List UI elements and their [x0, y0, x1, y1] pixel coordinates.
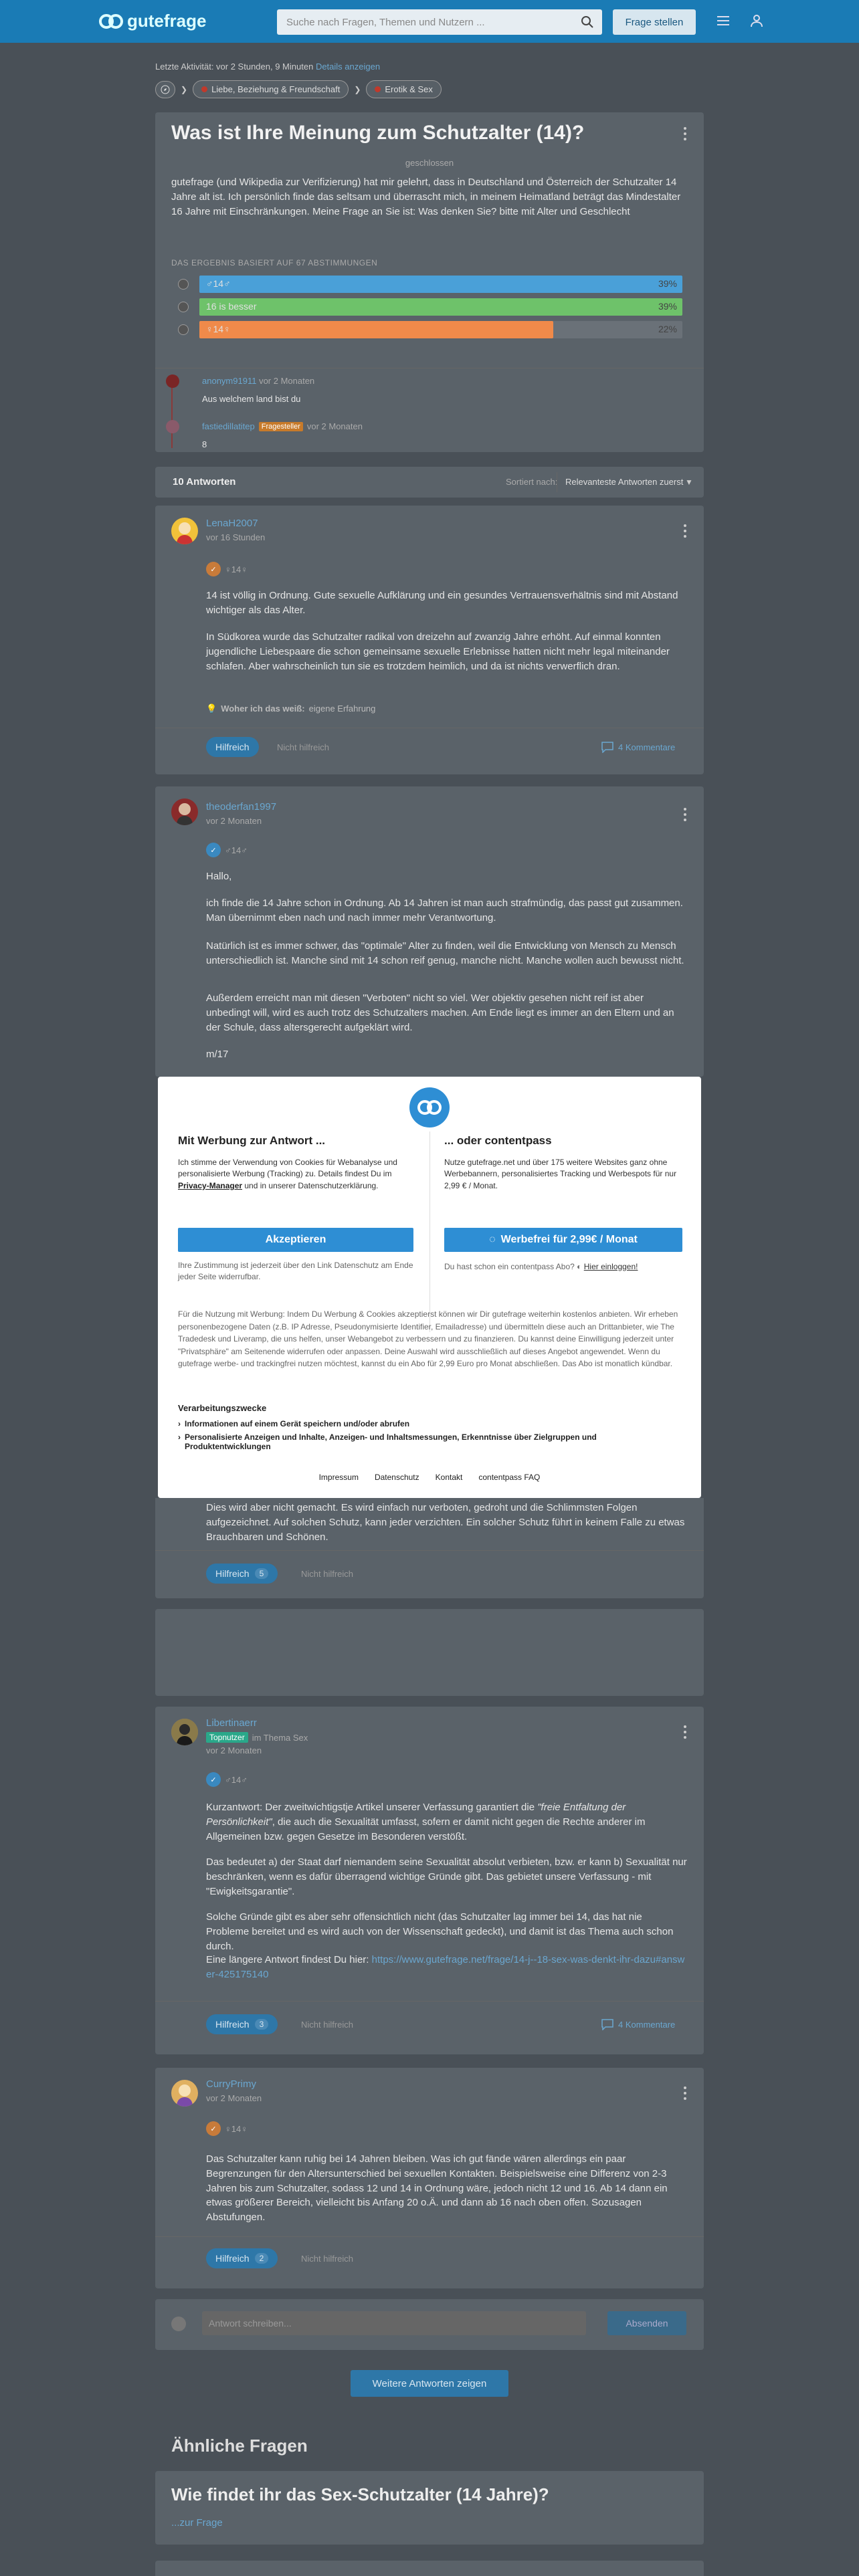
- radio-button[interactable]: [178, 324, 189, 335]
- answer-paragraph: Natürlich ist es immer schwer, das "optimale" Alter zu finden, weil die Entwicklung von Mensch zu Mensch unterschiedlich ist. Manche sind mit 14 schon reif genug, manche nicht. Manche wollen auch bewusst nicht.: [206, 940, 684, 966]
- answer-paragraph: ich finde die 14 Jahre schon in Ordnung. Ab 14 Jahren ist man auch strafmündig, das passt gut zusammen. Man übernimmt eben nach und nach immer mehr Verantwortung.: [206, 897, 683, 924]
- ads-option-title: Mit Werbung zur Antwort ...: [178, 1134, 326, 1147]
- datenschutz-link[interactable]: Datenschutz: [374, 1473, 419, 1482]
- poll-option[interactable]: [178, 298, 682, 316]
- more-options-icon[interactable]: [684, 1725, 686, 1741]
- answer-paragraph: Das Schutzalter kann ruhig bei 14 Jahren bleiben. Was ich gut fände wären allerdings ein paar Begrenzungen für den Altersunterschied bei sexuellen Kontakten. Beispielsweise eine Differenz von 2-3 Jahren bis zum Schutzalter, sodass 12 und 14 in Ordnung wäre, jedoch nicht 12 und 16. Ab 14 dann ein etwas größerer Bereich, vielleicht bis Anfang 20 o.Ä. und dann ab 16 nach oben offen. Sozusagen Abstufungen.: [206, 2153, 668, 2223]
- divider: [155, 2001, 704, 2002]
- more-options-icon[interactable]: [684, 808, 686, 824]
- radio-button[interactable]: [178, 302, 189, 312]
- more-answers-button[interactable]: Weitere Antworten zeigen: [351, 2370, 508, 2397]
- poll-option[interactable]: [178, 321, 682, 338]
- check-icon: ✓: [206, 1772, 221, 1787]
- question-title: Was ist Ihre Meinung zum Schutzalter (14)?: [171, 122, 585, 144]
- ask-question-button[interactable]: Frage stellen: [613, 9, 696, 35]
- helpful-label: Hilfreich: [215, 2253, 250, 2264]
- poll-choice-badge: [206, 1772, 248, 1787]
- avatar-illustration-icon: [171, 2080, 198, 2107]
- divider: [155, 2236, 704, 2237]
- purpose-label: Personalisierte Anzeigen und Inhalte, Anzeigen- und Inhaltsmessungen, Erkenntnisse über Zielgruppen und Produktentwicklungen: [185, 1432, 597, 1451]
- answer-time: vor 2 Monaten: [206, 816, 262, 826]
- poll-option-label: 16 is besser: [206, 301, 257, 312]
- compass-icon: [161, 85, 170, 94]
- answer-author[interactable]: Libertinaerr: [206, 1717, 257, 1729]
- answer-author[interactable]: CurryPrimy: [206, 2078, 256, 2090]
- question-body: gutefrage (und Wikipedia zur Verifizierung) hat mir gelehrt, dass in Deutschland und Österreich der Schutzalter 14 Jahre alt ist. Ich persönlich finde das seltsam und überrascht mich, in meinem Heimatland beträgt das Mindestalter 16 Jahre mit Einschränkungen. Meine Frage an Sie ist: Was denken Sie? bitte mit Alter und Geschlecht: [171, 177, 681, 217]
- question-card: [155, 112, 704, 452]
- check-icon: ✓: [206, 2121, 221, 2136]
- comment-time: vor 2 Monaten: [306, 421, 363, 431]
- chevron-down-icon[interactable]: ▼: [685, 477, 693, 487]
- comments-label: 4 Kommentare: [618, 2019, 676, 2030]
- consent-long-text: Für die Nutzung mit Werbung: Indem Du Werbung & Cookies akzeptierst können wir Dir gutefrage weiterhin kostenlos anbieten. Wir erheben personenbezogene Daten (z.B. IP Adresse, Pseudonymisierte Identifier, Emailadresse) und übermitteln diese auch an Drittanbieter, wie The Tradedesk und Liveramp, die uns helfen, unser Webangebot zu verbessern und zu finanzieren. Du kannst deine Einwilligung jederzeit unter "Privatsphäre" am Seitenende widerrufen oder anpassen. Deine Auswahl wird ausschließlich auf dieses Angebot angewendet. Wenn du gutefrage werbe- und trackingfrei nutzen möchtest, kannst du ein Abo für 2,99 Euro pro Monat abschließen. Das Abo ist monatlich kündbar.: [178, 1309, 678, 1369]
- poll-choice-label: ♀14♀: [225, 2123, 248, 2134]
- avatar[interactable]: [171, 798, 198, 825]
- comments-link[interactable]: [601, 741, 675, 753]
- helpful-count: 2: [255, 2253, 269, 2264]
- login-link[interactable]: Hier einloggen!: [583, 1262, 638, 1271]
- gutefrage-logo-icon: [409, 1087, 450, 1128]
- modal-footer: [158, 1473, 701, 1482]
- poll-choice-label: ♂14♂: [225, 1774, 248, 1785]
- search-placeholder: Suche nach Fragen, Themen und Nutzern ...: [286, 16, 485, 28]
- answer-paragraph: [206, 1953, 688, 1982]
- activity-meta: [155, 62, 704, 72]
- breadcrumb-label: Liebe, Beziehung & Freundschaft: [211, 84, 341, 94]
- chevron-right-icon: ›: [178, 1432, 181, 1442]
- purposes-title: Verarbeitungszwecke: [178, 1403, 267, 1413]
- source-label: Woher ich das weiß:: [221, 704, 305, 714]
- poll-option-label: ♀14♀: [206, 324, 231, 334]
- avatar[interactable]: [166, 374, 179, 388]
- answer-text: , die auch die Sexualität umfasst, sofern er damit nicht gegen die Rechte anderer im Allgemeinen bzw. gegen Gesetze im Besonderen verstößt.: [206, 1816, 646, 1842]
- category-dot-icon: [201, 86, 207, 92]
- answer-text: Kurzantwort: Der zweitwichtigstje Artikel unserer Verfassung garantiert die: [206, 1802, 538, 1813]
- poll-percentage: 39%: [658, 301, 677, 312]
- helpful-label: Hilfreich: [215, 2019, 250, 2030]
- ad-placeholder: [155, 1609, 704, 1696]
- divider: [155, 1550, 704, 1551]
- similar-question-link[interactable]: ...zur Frage: [171, 2517, 223, 2529]
- not-helpful-button[interactable]: Nicht hilfreich: [301, 2254, 354, 2264]
- comments-link[interactable]: [601, 2018, 675, 2030]
- answer-paragraph: In Südkorea wurde das Schutzalter radikal von dreizehn auf zwanzig Jahre erhöht. Auf einmal konnten jugendliche Liebespaare die schon gemeinsame sexuelle Erlebnisse hatten nicht mehr legal miteinander schlafen. Aber wahrscheinlich tun sie es trotzdem heimlich, und da ist nichts verwerflich dran.: [206, 631, 670, 672]
- more-options-icon[interactable]: [684, 524, 686, 540]
- helpful-button[interactable]: [206, 737, 259, 757]
- avatar[interactable]: [171, 1719, 198, 1745]
- contentpass-title: ... oder contentpass: [444, 1134, 552, 1147]
- submit-button[interactable]: Absenden: [607, 2311, 686, 2335]
- similar-question-card[interactable]: [155, 2561, 704, 2576]
- avatar-photo-icon: [171, 1719, 198, 1745]
- source-value: eigene Erfahrung: [308, 704, 376, 714]
- similar-questions: [155, 2414, 704, 2576]
- answers-count: 10 Antworten: [173, 476, 236, 488]
- answer-source: [206, 704, 375, 714]
- comment-time: vor 2 Monaten: [259, 376, 315, 386]
- details-link[interactable]: Details anzeigen: [315, 62, 381, 72]
- topuser-badge: Topnutzer: [206, 1732, 248, 1743]
- consent-modal: [158, 1077, 701, 1498]
- similar-heading: Ähnliche Fragen: [171, 2436, 308, 2456]
- poll-choice-label: ♀14♀: [225, 564, 248, 574]
- purpose-label: Informationen auf einem Gerät speichern und/oder abrufen: [185, 1419, 410, 1428]
- last-activity: Letzte Aktivität: vor 2 Stunden, 9 Minuten: [155, 62, 314, 72]
- reply-input[interactable]: Antwort schreiben...: [202, 2311, 586, 2335]
- helpful-button[interactable]: [206, 2014, 278, 2034]
- privacy-manager-link[interactable]: Privacy-Manager: [178, 1180, 243, 1190]
- check-icon: ✓: [206, 843, 221, 857]
- answers-header: [155, 467, 704, 498]
- poll-option-label: ♂14♂: [206, 278, 231, 289]
- not-helpful-button[interactable]: Nicht hilfreich: [301, 1569, 354, 1579]
- purposes-list: [178, 1419, 681, 1455]
- answer-card: [155, 1707, 704, 2054]
- answer-text-emphasis: "freie Entfaltung der Persönlichkeit": [206, 1802, 626, 1828]
- poll-choice-badge: [206, 2121, 248, 2136]
- answer-card-continued: [155, 1498, 704, 1598]
- subscribe-button[interactable]: [444, 1228, 682, 1252]
- similar-question-title[interactable]: Wie findet ihr das Sex-Schutzalter (14 Jahre)?: [171, 2484, 549, 2504]
- chevron-right-icon: ❯: [181, 84, 188, 94]
- purpose-item[interactable]: [178, 1419, 681, 1428]
- contentpass-text: Nutze gutefrage.net und über 175 weitere Websites ganz ohne Werbebannern, personalisiertes Tracking und Werbespots für nur 2,99 € / Monat.: [444, 1158, 677, 1190]
- avatar[interactable]: [171, 518, 198, 544]
- comment-author[interactable]: anonym91911: [202, 376, 257, 386]
- have-pass-label: Du hast schon ein contentpass Abo?: [444, 1262, 575, 1271]
- sort-select[interactable]: Relevanteste Antworten zuerst: [557, 472, 701, 492]
- user-icon[interactable]: [749, 13, 764, 28]
- helpful-label: Hilfreich: [215, 1568, 250, 1579]
- poll-choice-badge: [206, 843, 248, 857]
- topuser-info: [206, 1732, 308, 1743]
- category-dot-icon: [375, 86, 381, 92]
- answer-time: vor 16 Stunden: [206, 532, 266, 542]
- speech-bubble-icon: [601, 2018, 614, 2030]
- answer-paragraph: Dies wird aber nicht gemacht. Es wird einfach nur verboten, gedroht und die Schlimmsten Folgen aufgezeichnet. Auf solchen Schutz, kann jeder verzichten. Ein solcher Schutz führt in keinem Falle zu etwas Brauchbaren und Schönen.: [206, 1502, 685, 1543]
- answer-card: [155, 2068, 704, 2288]
- answer-author[interactable]: LenaH2007: [206, 518, 258, 529]
- poll-percentage: 39%: [658, 278, 677, 289]
- answer-card: [155, 786, 704, 1077]
- have-pass-text: [444, 1261, 685, 1273]
- accept-button[interactable]: Akzeptieren: [178, 1228, 413, 1252]
- ads-option-text: [178, 1157, 413, 1192]
- answer-paragraph: Solche Gründe gibt es aber sehr offensichtlich nicht (das Schutzalter lag immer bei 14, das hat nie Probleme bereitet und es wird auch von der Wissenschaft gedeckt), und damit ist das Thema auch schon durch.: [206, 1911, 674, 1952]
- ads-text: Ich stimme der Verwendung von Cookies für Webanalyse und personalisierte Werbung (Tracking) zu. Details findest Du im: [178, 1158, 397, 1179]
- comment-item: [202, 376, 314, 386]
- poll-bar: [199, 276, 682, 293]
- faq-link[interactable]: contentpass FAQ: [478, 1473, 541, 1482]
- answer-text: Eine längere Antwort findest Du hier:: [206, 1954, 369, 1965]
- answer-paragraph: [206, 1800, 688, 1844]
- check-icon: ✓: [206, 562, 221, 576]
- comment-author[interactable]: fastiedillatitep: [202, 421, 255, 431]
- breadcrumb-item-erotik[interactable]: [366, 80, 442, 98]
- reply-box: [155, 2299, 704, 2350]
- breadcrumb: [155, 80, 704, 98]
- sort-label: Sortiert nach:: [506, 477, 558, 487]
- lightbulb-icon: 💡: [206, 704, 217, 714]
- avatar[interactable]: [166, 420, 179, 433]
- topuser-topic: im Thema Sex: [252, 1732, 308, 1743]
- helpful-button[interactable]: [206, 1564, 278, 1584]
- chevron-right-icon: ❯: [354, 84, 361, 94]
- answer-paragraph: Das bedeutet a) der Staat darf niemandem seine Sexualität absolut verbieten, bzw. er kann b) Sexualität nur beschränken, wenn es dafür überragend wichtige Gründe gibt. Das gebietet unsere Verfassung - mit "Ewigkeitsgarantie".: [206, 1856, 687, 1897]
- more-options-icon[interactable]: [684, 127, 686, 143]
- top-navigation-bar: [0, 0, 859, 43]
- poll-caption: DAS ERGEBNIS BASIERT AUF 67 ABSTIMMUNGEN: [171, 258, 378, 267]
- not-helpful-button[interactable]: Nicht hilfreich: [277, 742, 330, 752]
- answer-link[interactable]: https://www.gutefrage.net/frage/14-j--18-sex-was-denkt-ihr-dazu#answer-425175140: [206, 1954, 685, 1980]
- kontakt-link[interactable]: Kontakt: [435, 1473, 463, 1482]
- poll-choice-label: ♂14♂: [225, 845, 248, 855]
- poll-option[interactable]: [178, 276, 682, 293]
- answer-paragraph: Außerdem erreicht man mit diesen "Verboten" nicht so viel. Wer objektiv gesehen nicht reif ist aber unbedingt will, wird es auch trotz des Schutzalters machen. Am Ende liegt es immer an den Eltern und an der Schule, dass altersgerecht aufgeklärt wird.: [206, 992, 674, 1033]
- breadcrumb-home[interactable]: [155, 81, 175, 98]
- answer-paragraph: 14 ist völlig in Ordnung. Gute sexuelle Aufklärung und ein gesundes Vertrauensverhältnis sind mit Abstand wichtiger als das Alter.: [206, 590, 678, 616]
- answer-time: vor 2 Monaten: [206, 2093, 262, 2103]
- poll-bar: [199, 321, 553, 338]
- comment-text: 8: [202, 439, 207, 449]
- helpful-label: Hilfreich: [215, 742, 250, 752]
- helpful-count: 3: [255, 2019, 269, 2030]
- consent-note: Ihre Zustimmung ist jederzeit über den Link Datenschutz am Ende jeder Seite widerrufbar.: [178, 1261, 413, 1282]
- answer-time: vor 2 Monaten: [206, 1745, 262, 1755]
- comments-label: 4 Kommentare: [618, 742, 676, 752]
- hamburger-menu-icon[interactable]: [716, 13, 731, 28]
- question-status: geschlossen: [405, 158, 454, 168]
- purpose-item[interactable]: [178, 1432, 681, 1451]
- ads-text: und in unserer Datenschutzerklärung.: [242, 1180, 379, 1190]
- helpful-button[interactable]: [206, 2248, 278, 2268]
- search-icon[interactable]: [581, 15, 594, 29]
- avatar[interactable]: [171, 2080, 198, 2107]
- gutefrage-logo-icon: [99, 12, 123, 31]
- breadcrumb-label: Erotik & Sex: [385, 84, 433, 94]
- poll-choice-badge: [206, 562, 248, 576]
- brand-logo[interactable]: [99, 11, 206, 31]
- search-input[interactable]: [277, 9, 602, 35]
- answer-author[interactable]: theoderfan1997: [206, 801, 277, 813]
- breadcrumb-item-liebe[interactable]: [193, 80, 349, 98]
- helpful-count: 5: [255, 1568, 269, 1579]
- comment-text: Aus welchem land bist du: [202, 394, 301, 404]
- poll-bar: [199, 298, 682, 316]
- asker-badge: Fragesteller: [259, 422, 303, 431]
- avatar-illustration-icon: [171, 518, 198, 544]
- brand-name: gutefrage: [127, 11, 207, 31]
- contentpass-icon: ◐: [577, 1262, 582, 1271]
- avatar-photo-icon: [171, 798, 198, 825]
- similar-question-card[interactable]: [155, 2471, 704, 2545]
- comment-item: [202, 421, 363, 431]
- spinner-icon: ◌: [489, 1234, 496, 1245]
- chevron-right-icon: ›: [178, 1419, 181, 1428]
- speech-bubble-icon: [601, 741, 614, 753]
- not-helpful-button[interactable]: Nicht hilfreich: [301, 2020, 354, 2030]
- more-options-icon[interactable]: [684, 2086, 686, 2103]
- poll-percentage: 22%: [658, 324, 677, 334]
- answer-card: [155, 506, 704, 774]
- user-avatar-icon: [171, 2317, 186, 2331]
- radio-button[interactable]: [178, 279, 189, 290]
- answer-paragraph: Hallo,: [206, 871, 232, 882]
- answer-paragraph: m/17: [206, 1049, 229, 1060]
- subscribe-label: Werbefrei für 2,99€ / Monat: [500, 1234, 638, 1245]
- impressum-link[interactable]: Impressum: [318, 1473, 359, 1482]
